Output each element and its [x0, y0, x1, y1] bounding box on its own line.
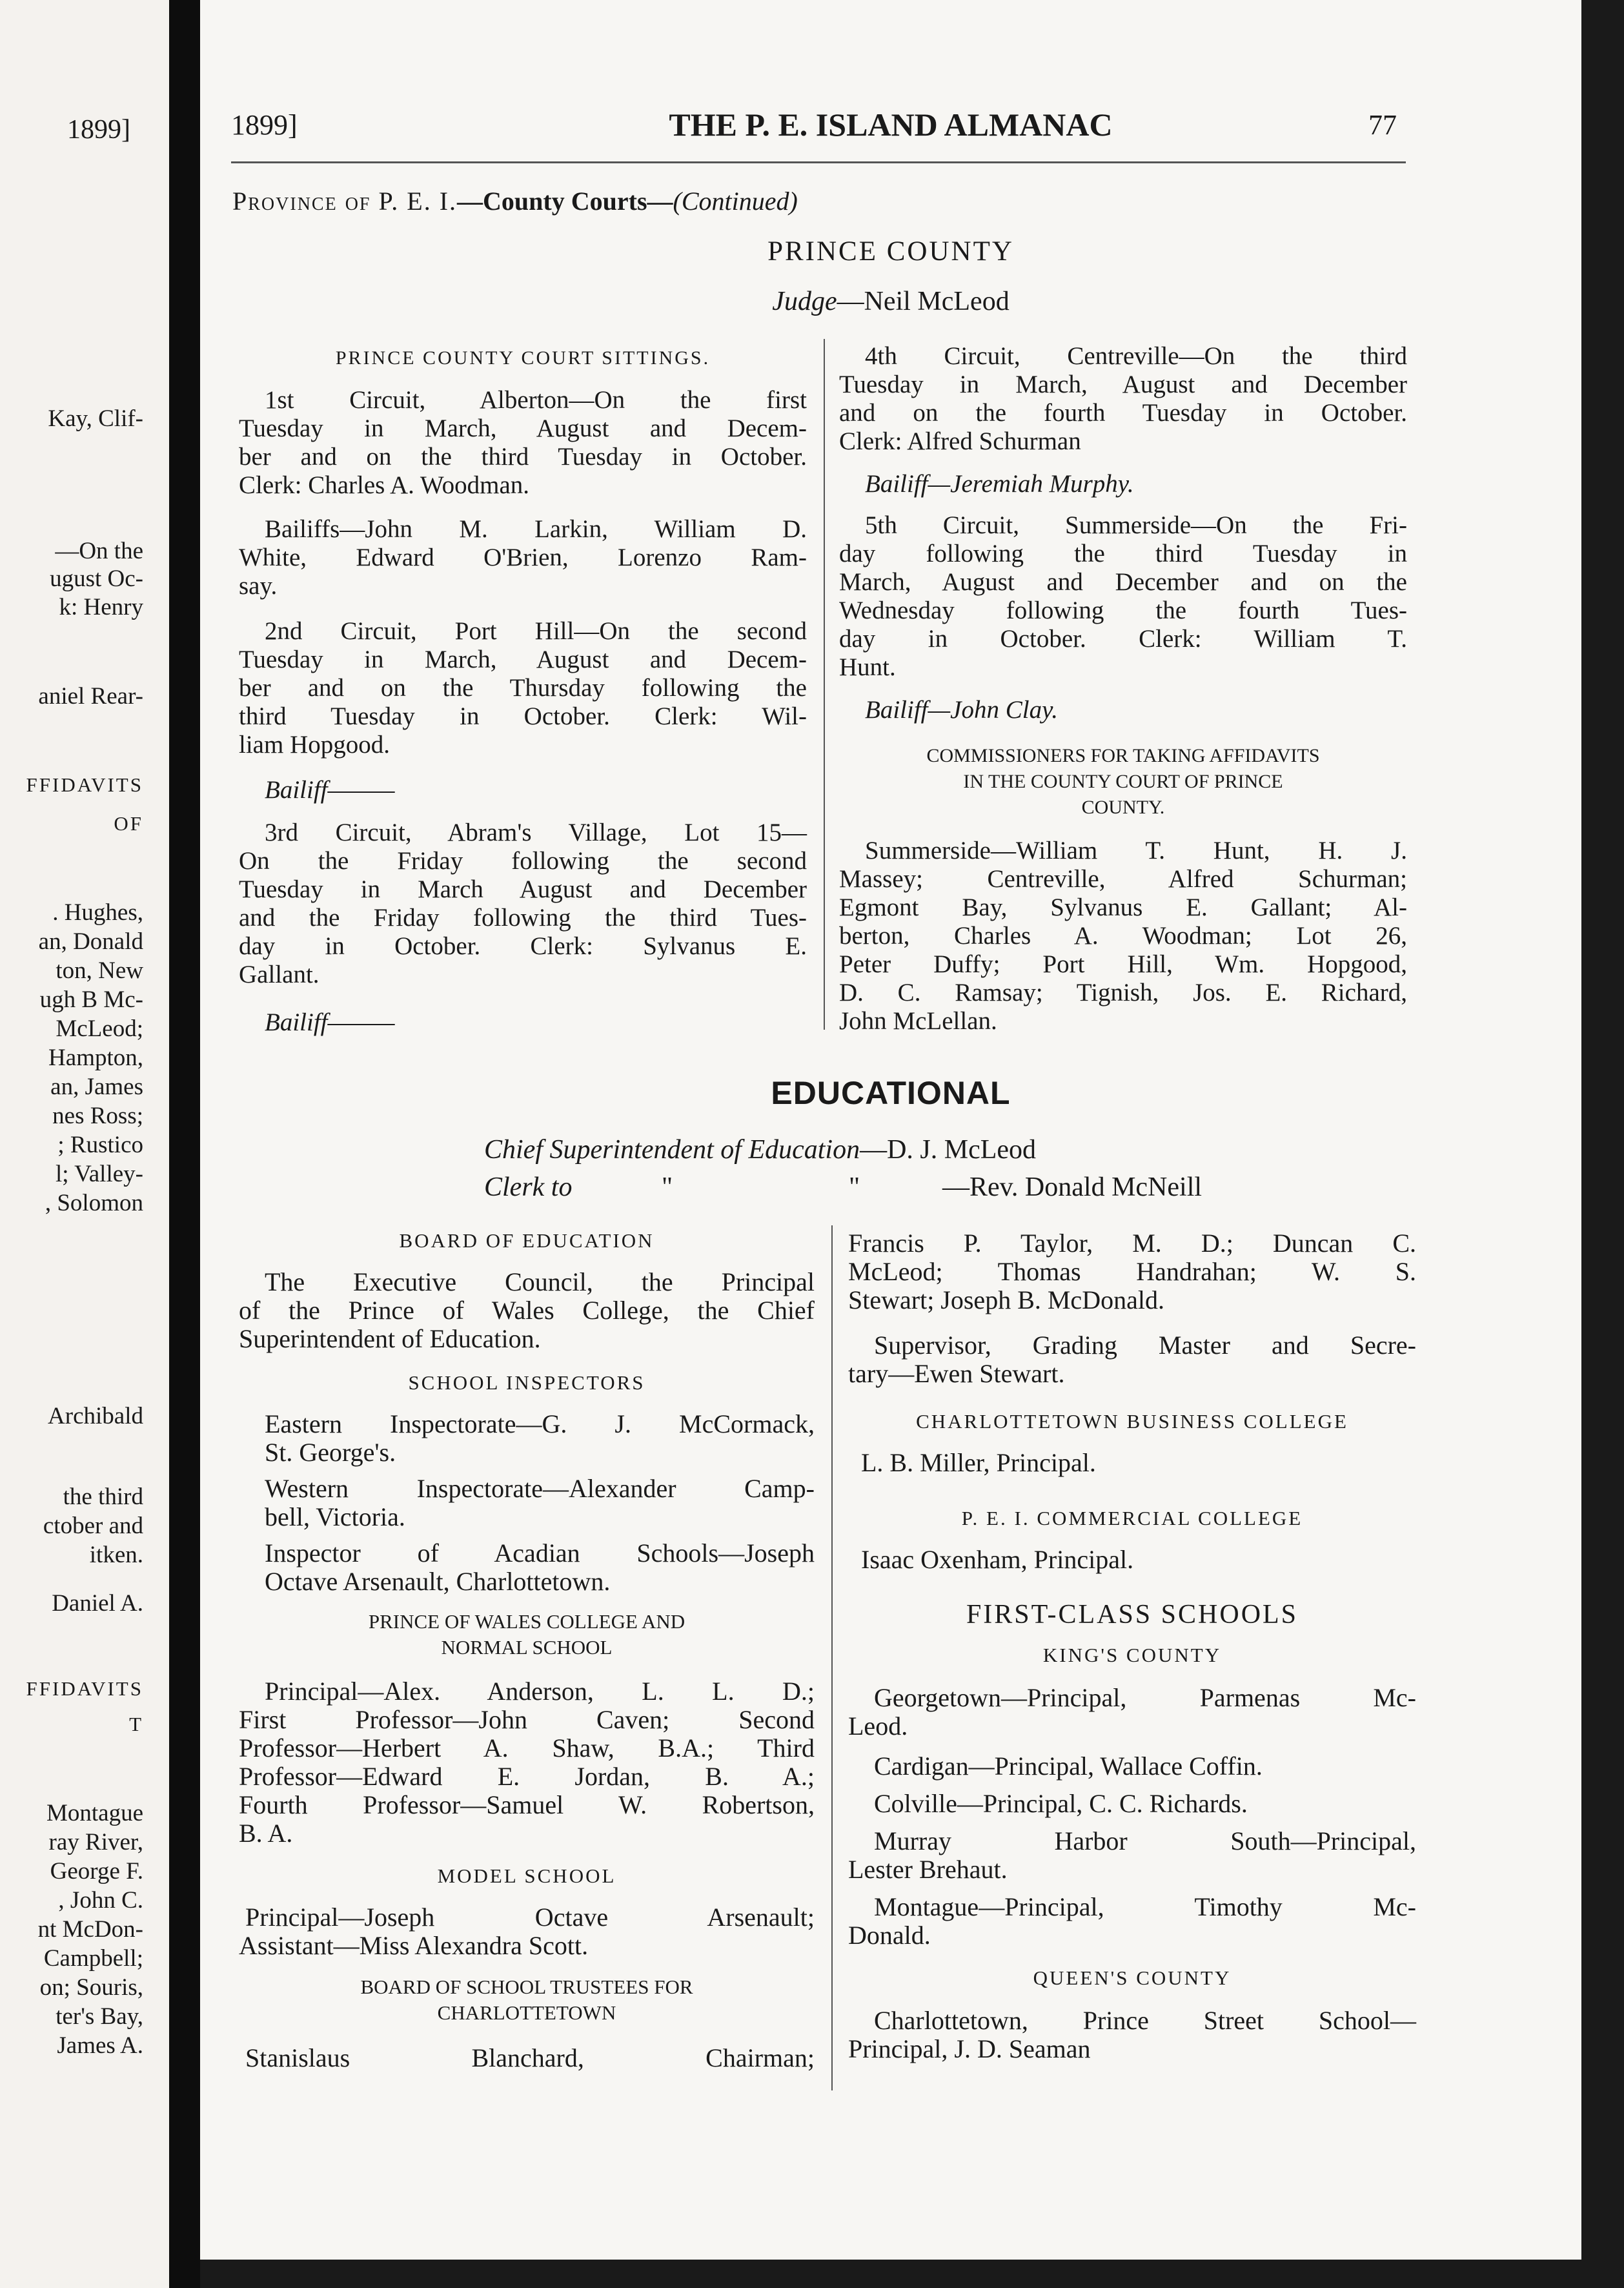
circuit2-line-2: Tuesday in March, August and Decem-	[239, 646, 807, 673]
pwc-heading-line-2: NORMAL SCHOOL	[441, 1636, 613, 1659]
previous-page-text-6: FFIDAVITS	[26, 773, 143, 796]
previous-page-text-30: nt McDon-	[37, 1916, 143, 1943]
judge-line	[200, 288, 1581, 315]
bailiff5: Bailiff—John Clay.	[865, 696, 1058, 724]
murray-harbor-south-line-2: Lester Brehaut.	[848, 1855, 1008, 1884]
commissioners-line-2: Massey; Centreville, Alfred Schurman;	[839, 865, 1407, 893]
charlottetown-school-line-2: Principal, J. D. Seaman	[848, 2034, 1091, 2063]
previous-page-text-10: ton, New	[56, 957, 143, 984]
georgetown-line-2: Leod.	[848, 1711, 908, 1741]
bailiff4: Bailiff—Jeremiah Murphy.	[865, 470, 1134, 498]
bailiffs1-line-2: White, Edward O'Brien, Lorenzo Ram-	[239, 544, 807, 571]
previous-page-text-3: ugust Oc-	[50, 566, 143, 592]
western-inspectorate-line-1: Western Inspectorate—Alexander Camp-	[265, 1474, 815, 1503]
commissioners-heading-line-2: IN THE COUNTY COURT OF PRINCE	[963, 771, 1283, 792]
circuit4-line-4: Clerk: Alfred Schurman	[839, 427, 1081, 455]
previous-page-text-13: Hampton,	[48, 1045, 143, 1071]
bailiff2: Bailiff———	[265, 776, 395, 804]
previous-page-text-12: McLeod;	[56, 1016, 143, 1042]
pwc-staff-line-6: B. A.	[239, 1819, 293, 1848]
circuit2-line-3: ber and on the Thursday following the	[239, 674, 807, 702]
chief-superintendent-line	[484, 1136, 1036, 1163]
trustees-continued-line-2: McLeod; Thomas Handrahan; W. S.	[848, 1257, 1416, 1286]
section-province: Province of P. E. I.	[232, 187, 458, 216]
board-of-education-line-1: The Executive Council, the Principal	[265, 1267, 815, 1296]
chief-name: —D. J. McLeod	[860, 1135, 1037, 1165]
header-year: 1899]	[231, 109, 298, 141]
bailiffs1-line-1: Bailiffs—John M. Larkin, William D.	[265, 515, 807, 543]
circuit5-line-5: day in October. Clerk: William T.	[839, 625, 1407, 653]
previous-page-text-18: , Solomon	[45, 1190, 143, 1216]
previous-page-text-23: Daniel A.	[52, 1590, 143, 1617]
circuit4-line-2: Tuesday in March, August and December	[839, 371, 1407, 398]
circuit3-line-5: day in October. Clerk: Sylvanus E.	[239, 932, 807, 960]
circuit5-line-6: Hunt.	[839, 653, 896, 681]
previous-page-text-17: l; Valley-	[56, 1161, 143, 1187]
circuit3-line-1: 3rd Circuit, Abram's Village, Lot 15—	[265, 819, 807, 846]
clerk-ditto-2: "	[849, 1172, 860, 1202]
supervisor-line-2: tary—Ewen Stewart.	[848, 1359, 1065, 1388]
first-class-schools-heading: FIRST-CLASS SCHOOLS	[966, 1600, 1299, 1629]
circuit4-line-1: 4th Circuit, Centreville—On the third	[865, 342, 1407, 370]
previous-page-text-27: ray River,	[48, 1829, 143, 1855]
column-divider-top	[824, 339, 825, 1030]
previous-page-text-33: ter's Bay,	[56, 2003, 143, 2030]
previous-page-text-14: an, James	[50, 1074, 143, 1100]
circuit2-line-1: 2nd Circuit, Port Hill—On the second	[265, 617, 807, 645]
supervisor-line-1: Supervisor, Grading Master and Secre-	[874, 1331, 1416, 1360]
circuit3-line-3: Tuesday in March August and December	[239, 875, 807, 903]
pwc-staff-line-5: Fourth Professor—Samuel W. Robertson,	[239, 1790, 815, 1819]
montague-line-2: Donald.	[848, 1921, 931, 1950]
educational-title: EDUCATIONAL	[771, 1075, 1011, 1111]
previous-page-text-22: itken.	[89, 1542, 143, 1568]
commissioners-line-7: John McLellan.	[839, 1007, 997, 1035]
book-gutter	[169, 0, 200, 2288]
commercial-college-heading: P. E. I. COMMERCIAL COLLEGE	[961, 1507, 1303, 1529]
colville: Colville—Principal, C. C. Richards.	[874, 1789, 1248, 1818]
commissioners-line-6: D. C. Ramsay; Tignish, Jos. E. Richard,	[839, 979, 1407, 1006]
clerk-ditto-1: "	[662, 1172, 673, 1202]
previous-page-text-15: nes Ross;	[52, 1103, 143, 1129]
circuit5-line-3: March, August and December and on the	[839, 568, 1407, 596]
clerk-line	[484, 1174, 572, 1201]
previous-page-text-29: , John C.	[58, 1887, 143, 1914]
bailiffs1-line-3: say.	[239, 572, 278, 600]
western-inspectorate-line-2: bell, Victoria.	[265, 1502, 405, 1531]
circuit3-line-2: On the Friday following the second	[239, 847, 807, 875]
column-divider-bottom	[831, 1225, 833, 2090]
circuit3-line-6: Gallant.	[239, 961, 320, 988]
commissioners-line-4: berton, Charles A. Woodman; Lot 26,	[839, 922, 1407, 950]
previous-page-text-4: k: Henry	[59, 594, 143, 620]
business-college-principal: L. B. Miller, Principal.	[861, 1448, 1096, 1477]
commissioners-line-1: Summerside—William T. Hunt, H. J.	[865, 837, 1407, 864]
previous-page-text-11: ugh B Mc-	[39, 986, 143, 1013]
model-school-line-1: Principal—Joseph Octave Arsenault;	[245, 1903, 815, 1932]
murray-harbor-south-line-1: Murray Harbor South—Principal,	[874, 1826, 1416, 1855]
trustees-continued-line-1: Francis P. Taylor, M. D.; Duncan C.	[848, 1229, 1416, 1258]
cardigan: Cardigan—Principal, Wallace Coffin.	[874, 1752, 1263, 1781]
previous-page-fragment	[0, 0, 169, 2288]
previous-page-text-28: George F.	[50, 1858, 143, 1885]
chief-label: Chief Superintendent of Education	[484, 1135, 860, 1165]
kings-county-heading: KING'S COUNTY	[1042, 1644, 1222, 1666]
section-continued: (Continued)	[673, 187, 798, 216]
circuit5-line-1: 5th Circuit, Summerside—On the Fri-	[865, 511, 1407, 539]
circuit5-line-4: Wednesday following the fourth Tues-	[839, 597, 1407, 624]
almanac-page	[200, 0, 1581, 2260]
previous-page-text-1: Kay, Clif-	[48, 405, 143, 432]
sittings-heading: PRINCE COUNTY COURT SITTINGS.	[335, 347, 711, 369]
previous-page-year: 1899]	[67, 115, 130, 145]
previous-page-text-9: an, Donald	[38, 928, 143, 955]
pwc-staff-line-1: Principal—Alex. Anderson, L. L. D.;	[265, 1677, 815, 1706]
clerk-name: —Rev. Donald McNeill	[942, 1172, 1203, 1202]
circuit4-line-3: and on the fourth Tuesday in October.	[839, 399, 1407, 427]
judge-name: —Neil McLeod	[837, 287, 1010, 316]
commissioners-heading-line-3: COUNTY.	[1081, 797, 1165, 818]
previous-page-text-7: OF	[114, 812, 143, 835]
commissioners-line-5: Peter Duffy; Port Hill, Wm. Hopgood,	[839, 950, 1407, 978]
previous-page-text-20: the third	[63, 1484, 143, 1510]
trustees-continued-line-3: Stewart; Joseph B. McDonald.	[848, 1285, 1164, 1314]
previous-page-text-8: . Hughes,	[52, 899, 143, 926]
previous-page-text-34: James A.	[57, 2032, 143, 2059]
circuit5-line-2: day following the third Tuesday in	[839, 540, 1407, 567]
section-county-courts: —County Courts—	[457, 187, 673, 216]
eastern-inspectorate-line-2: St. George's.	[265, 1438, 396, 1467]
montague-line-1: Montague—Principal, Timothy Mc-	[874, 1892, 1416, 1921]
previous-page-text-24: FFIDAVITS	[26, 1677, 143, 1700]
clerk-label: Clerk to	[484, 1172, 573, 1202]
charlottetown-school-line-1: Charlottetown, Prince Street School—	[874, 2006, 1416, 2035]
previous-page-text-26: Montague	[46, 1800, 143, 1826]
circuit3-line-4: and the Friday following the third Tues-	[239, 904, 807, 932]
trustees-heading-line-1: BOARD OF SCHOOL TRUSTEES FOR	[360, 1976, 693, 1998]
commercial-college-principal: Isaac Oxenham, Principal.	[861, 1545, 1134, 1574]
previous-page-text-19: Archibald	[48, 1403, 143, 1429]
circuit1-line-2: Tuesday in March, August and Decem-	[239, 414, 807, 442]
previous-page-text-25: T	[129, 1713, 143, 1735]
header-title: THE P. E. ISLAND ALMANAC	[669, 107, 1113, 143]
commissioners-line-3: Egmont Bay, Sylvanus E. Gallant; Al-	[839, 894, 1407, 921]
board-of-education-line-2: of the Prince of Wales College, the Chief	[239, 1296, 815, 1325]
pwc-heading-line-1: PRINCE OF WALES COLLEGE AND	[368, 1610, 685, 1633]
acadian-inspector-line-2: Octave Arsenault, Charlottetown.	[265, 1567, 611, 1596]
header-rule	[231, 161, 1406, 163]
previous-page-text-5: aniel Rear-	[38, 683, 143, 710]
school-inspectors-heading: SCHOOL INSPECTORS	[408, 1371, 645, 1394]
previous-page-text-32: on; Souris,	[39, 1974, 143, 2001]
circuit2-line-4: third Tuesday in October. Clerk: Wil-	[239, 702, 807, 730]
previous-page-text-16: ; Rustico	[57, 1132, 143, 1158]
georgetown-line-1: Georgetown—Principal, Parmenas Mc-	[874, 1683, 1416, 1712]
acadian-inspector-line-1: Inspector of Acadian Schools—Joseph	[265, 1538, 815, 1568]
circuit1-line-4: Clerk: Charles A. Woodman.	[239, 471, 530, 499]
circuit1-line-3: ber and on the third Tuesday in October.	[239, 443, 807, 471]
trustees-heading-line-2: CHARLOTTETOWN	[437, 2001, 616, 2024]
previous-page-text-21: ctober and	[43, 1513, 143, 1539]
circuit1-line-1: 1st Circuit, Alberton—On the first	[265, 386, 807, 414]
commissioners-heading-line-1: COMMISSIONERS FOR TAKING AFFIDAVITS	[926, 745, 1320, 766]
pwc-staff-line-2: First Professor—John Caven; Second	[239, 1705, 815, 1734]
previous-page-text-31: Campbell;	[43, 1945, 143, 1972]
section-heading	[232, 189, 798, 214]
circuit2-line-5: liam Hopgood.	[239, 731, 390, 759]
model-school-line-2: Assistant—Miss Alexandra Scott.	[239, 1931, 589, 1960]
business-college-heading: CHARLOTTETOWN BUSINESS COLLEGE	[916, 1410, 1348, 1433]
page-number: 77	[1368, 109, 1397, 141]
county-title: PRINCE COUNTY	[767, 236, 1014, 267]
queens-county-heading: QUEEN'S COUNTY	[1033, 1966, 1232, 1989]
eastern-inspectorate-line-1: Eastern Inspectorate—G. J. McCormack,	[265, 1409, 815, 1438]
pwc-staff-line-4: Professor—Edward E. Jordan, B. A.;	[239, 1762, 815, 1791]
trustees-chairman: Stanislaus Blanchard, Chairman;	[245, 2043, 815, 2072]
board-of-education-line-3: Superintendent of Education.	[239, 1324, 541, 1353]
model-school-heading: MODEL SCHOOL	[437, 1864, 616, 1887]
pwc-staff-line-3: Professor—Herbert A. Shaw, B.A.; Third	[239, 1733, 815, 1762]
previous-page-text-2: —On the	[55, 538, 143, 564]
bailiff3: Bailiff———	[265, 1008, 395, 1036]
board-of-education-heading: BOARD OF EDUCATION	[399, 1229, 655, 1252]
judge-label: Judge	[772, 287, 837, 316]
